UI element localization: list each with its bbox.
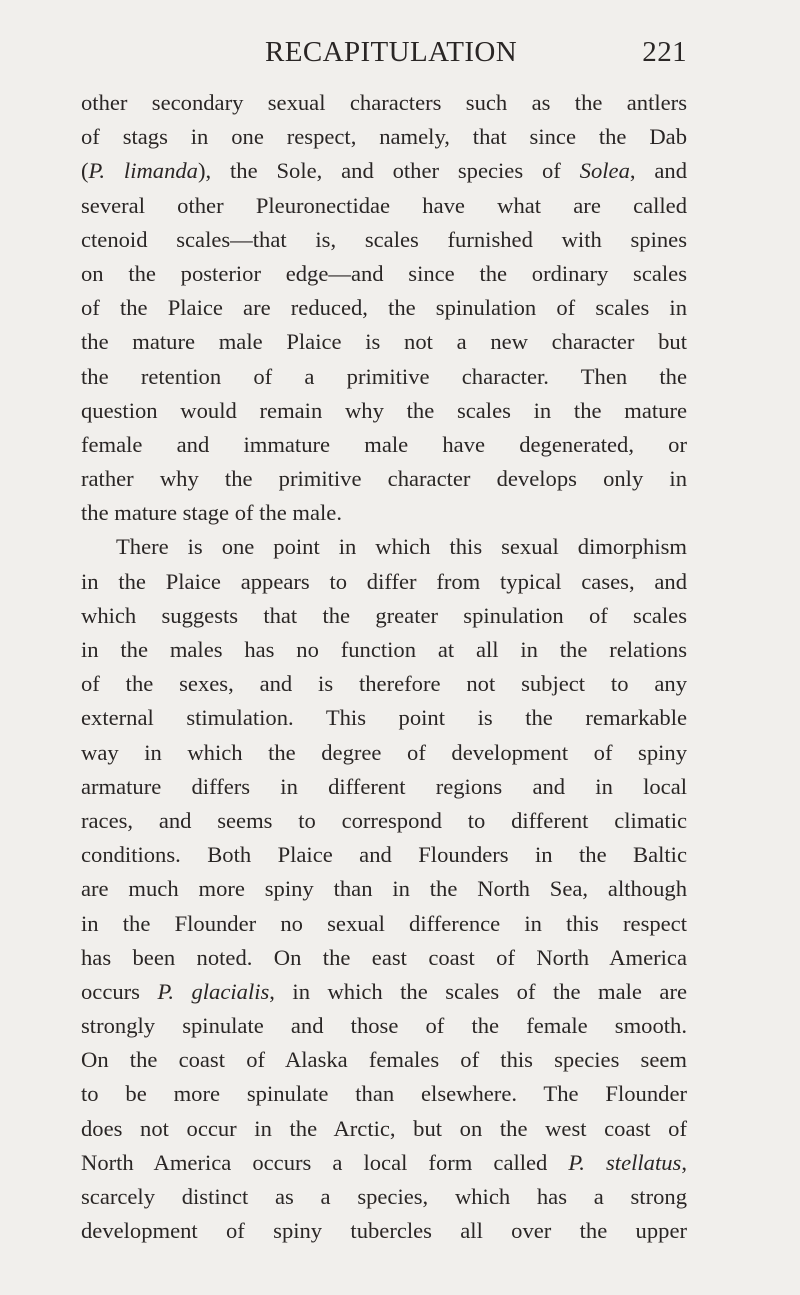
text-line: has been noted. On the east coast of North America [81,944,687,970]
body-text [81,86,687,1248]
species-name: P. stellatus [568,1149,682,1175]
text-line: (P. limanda), the Sole, and other species of Solea, and [81,158,687,184]
text-line: strongly spinulate and those of the female smooth. [81,1013,687,1039]
text-line: On the coast of Alaska females of this species seem [81,1047,687,1073]
text-line: does not occur in the Arctic, but on the west coast of [81,1115,687,1141]
text-line: There is one point in which this sexual dimorphism [116,534,687,560]
text-line: are much more spiny than in the North Sea, although [81,876,687,902]
text-line: scarcely distinct as a species, which has a strong [81,1184,687,1209]
text-line: the mature stage of the male. [81,500,342,526]
page-number: 221 [642,36,687,68]
text-line: in the Plaice appears to differ from typical cases, and [81,568,687,594]
text-line: of the Plaice are reduced, the spinulation of scales in [81,295,687,321]
species-name: P. limanda [88,158,198,184]
text-line: question would remain why the scales in the mature [81,397,687,423]
text-line: to be more spinulate than elsewhere. The Flounder [81,1081,687,1107]
text-line: several other Pleuronectidae have what are called [81,192,687,218]
text-line: in the males has no function at all in the relations [81,637,687,662]
text-line: ctenoid scales—that is, scales furnished with spines [81,226,687,252]
text-line: way in which the degree of development of spiny [81,739,687,765]
text-line: of stags in one respect, namely, that since the Dab [81,124,687,150]
text-line: external stimulation. This point is the remarkable [81,705,687,731]
text-line: which suggests that the greater spinulation of scales [81,602,687,628]
text-line: the mature male Plaice is not a new character but [81,329,687,355]
text-line: development of spiny tubercles all over the upper [81,1218,687,1244]
text-line: rather why the primitive character develops only in [81,466,687,492]
text-line: of the sexes, and is therefore not subject to any [81,671,687,697]
text-line: North America occurs a local form called P. stellatus, [81,1149,687,1175]
text-line: races, and seems to correspond to different climatic [81,807,687,833]
genus-name: Solea [579,158,630,184]
text-line: the retention of a primitive character. Then the [81,363,687,389]
running-title: RECAPITULATION [265,36,518,68]
text-line: armature differs in different regions and in local [81,773,687,799]
text-line: occurs P. glacialis, in which the scales of the male are [81,978,687,1004]
text-line: female and immature male have degenerated, or [81,431,687,457]
text-line: on the posterior edge—and since the ordinary scales [81,260,687,286]
text-line: other secondary sexual characters such as the antlers [81,90,687,115]
text-line: in the Flounder no sexual difference in this respect [81,910,687,936]
text-line: conditions. Both Plaice and Flounders in the Baltic [81,842,687,868]
species-name: P. glacialis [157,978,270,1004]
running-head [81,36,687,76]
